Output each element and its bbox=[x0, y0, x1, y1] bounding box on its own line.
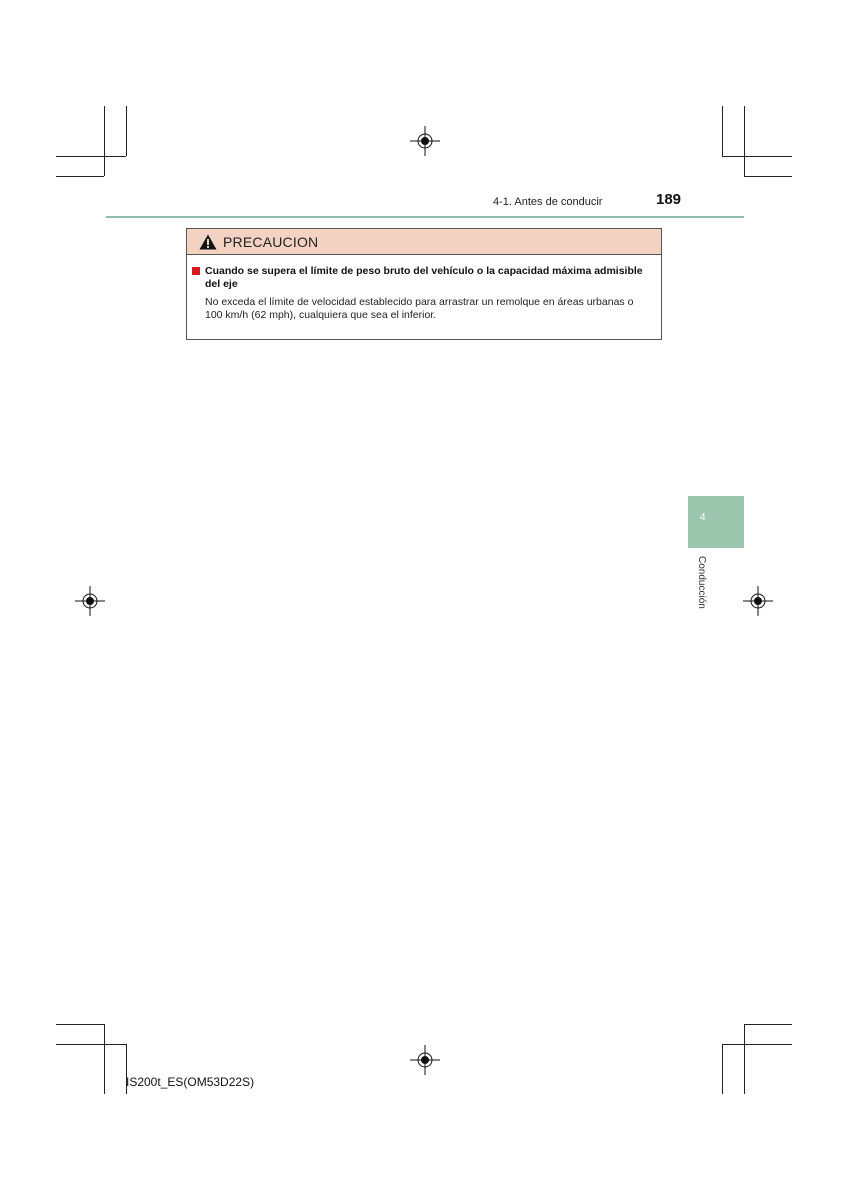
crop-mark bbox=[56, 1044, 126, 1045]
page-number: 189 bbox=[656, 191, 682, 208]
warning-triangle-icon bbox=[199, 234, 217, 250]
caution-item-heading bbox=[192, 265, 653, 291]
crop-mark bbox=[744, 106, 745, 176]
caution-heading-text: Cuando se supera el límite de peso bruto del vehículo o la capacidad máxima admisible del eje bbox=[205, 265, 643, 290]
registration-mark-icon bbox=[410, 1045, 440, 1075]
crop-mark bbox=[56, 176, 104, 177]
crop-mark bbox=[744, 1024, 792, 1025]
registration-mark-icon bbox=[75, 586, 105, 616]
red-square-bullet-icon bbox=[192, 267, 200, 275]
registration-mark-icon bbox=[743, 586, 773, 616]
caution-item-text: No exceda el límite de velocidad establecido para arrastrar un remolque en áreas urbanas o 100 km/h (62 mph), cualquiera que sea el inferior. bbox=[205, 296, 634, 321]
chapter-number: 4 bbox=[700, 512, 706, 523]
caution-body bbox=[187, 255, 661, 322]
crop-mark bbox=[104, 1024, 105, 1094]
registration-mark-icon bbox=[410, 126, 440, 156]
crop-mark bbox=[126, 106, 127, 156]
caution-box bbox=[186, 228, 662, 340]
chapter-tab bbox=[688, 496, 744, 548]
caution-title: PRECAUCION bbox=[223, 233, 319, 250]
crop-mark bbox=[744, 176, 792, 177]
crop-mark bbox=[722, 1044, 723, 1094]
crop-mark bbox=[722, 156, 792, 157]
chapter-label: Conducción bbox=[696, 556, 707, 609]
caution-header bbox=[187, 229, 661, 255]
header-divider bbox=[106, 216, 744, 218]
crop-mark bbox=[104, 106, 105, 176]
crop-mark bbox=[722, 1044, 792, 1045]
footer-code: IS200t_ES(OM53D22S) bbox=[126, 1075, 255, 1089]
crop-mark bbox=[56, 1024, 104, 1025]
crop-mark bbox=[722, 106, 723, 156]
section-title: 4-1. Antes de conducir bbox=[493, 196, 603, 208]
crop-mark bbox=[56, 156, 126, 157]
crop-mark bbox=[744, 1024, 745, 1094]
